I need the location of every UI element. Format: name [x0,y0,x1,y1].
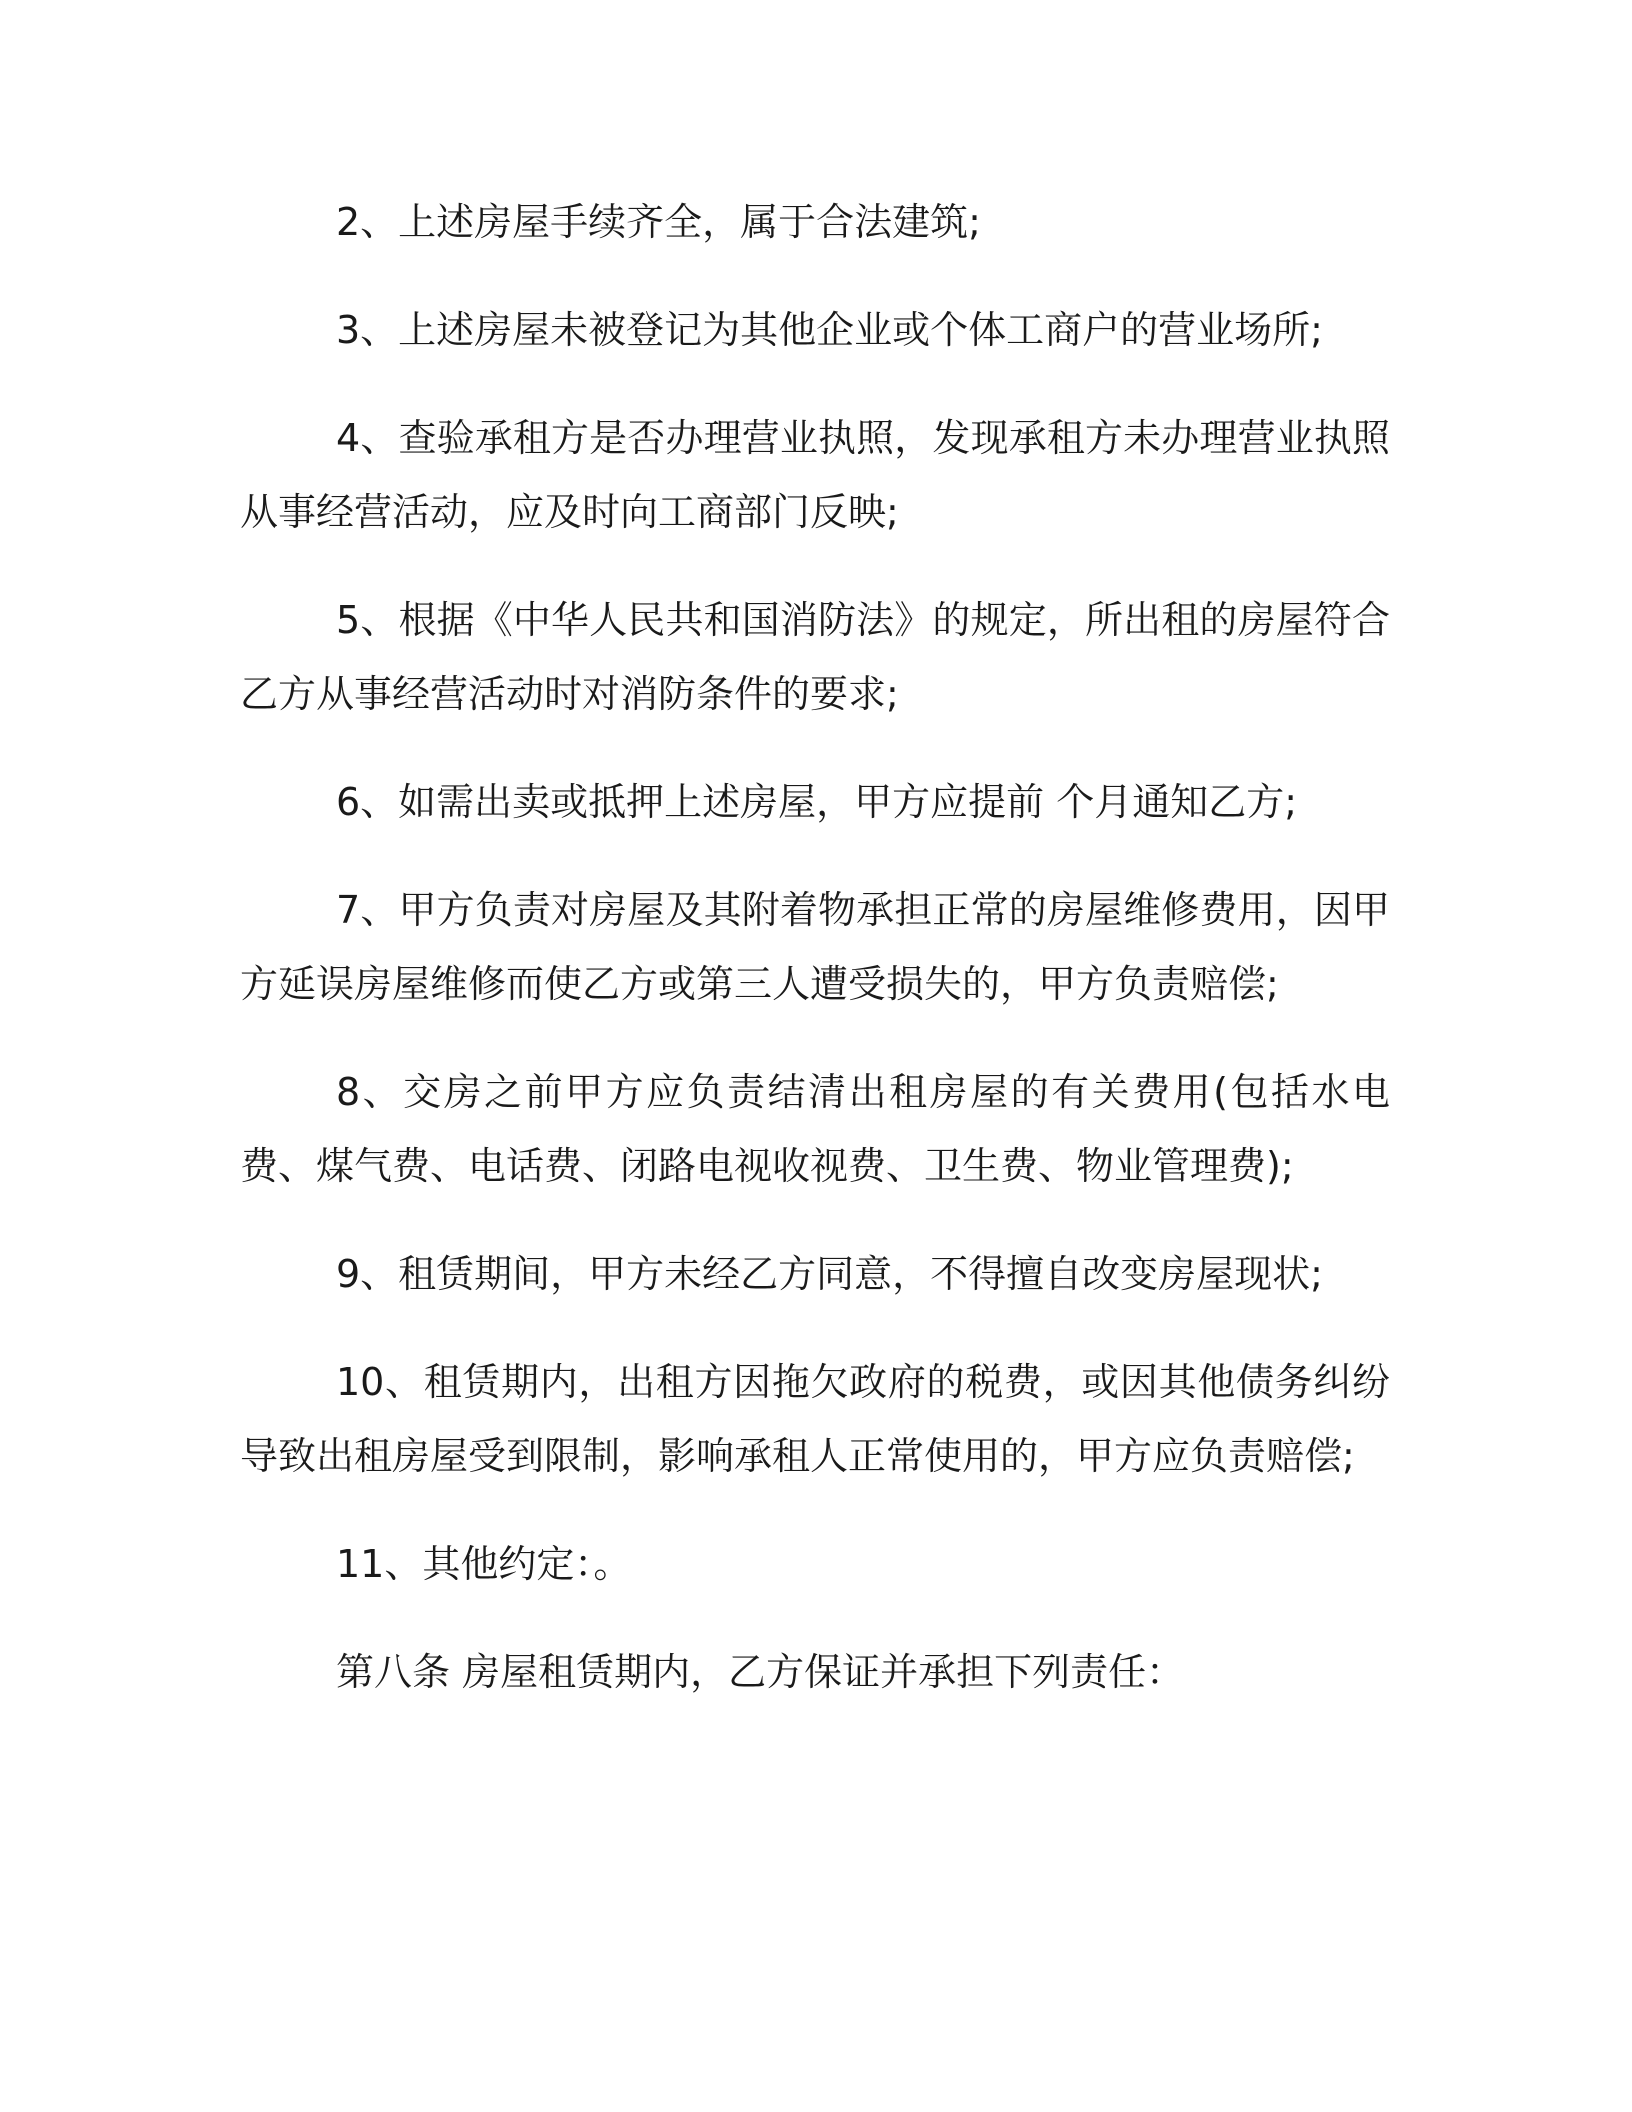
clause-4: 4、查验承租方是否办理营业执照，发现承租方未办理营业执照从事经营活动，应及时向工商部门反映; [240,416,1390,534]
clause-2: 2、上述房屋手续齐全，属于合法建筑; [336,200,981,244]
clause-5: 5、根据《中华人民共和国消防法》的规定，所出租的房屋符合乙方从事经营活动时对消防条件的要求; [240,598,1390,716]
document-body [240,185,1390,1743]
clause-9: 9、租赁期间，甲方未经乙方同意，不得擅自改变房屋现状; [336,1252,1323,1296]
clause-8: 8、交房之前甲方应负责结清出租房屋的有关费用(包括水电费、煤气费、电话费、闭路电视收视费、卫生费、物业管理费); [240,1070,1390,1188]
clause-7: 7、甲方负责对房屋及其附着物承担正常的房屋维修费用，因甲方延误房屋维修而使乙方或第三人遭受损失的，甲方负责赔偿; [240,888,1390,1006]
clause-10: 10、租赁期内，出租方因拖欠政府的税费，或因其他债务纠纷导致出租房屋受到限制，影响承租人正常使用的，甲方应负责赔偿; [240,1360,1390,1478]
clause-11: 11、其他约定：。 [336,1542,632,1586]
clause-3: 3、上述房屋未被登记为其他企业或个体工商户的营业场所; [336,308,1323,352]
clause-6: 6、如需出卖或抵押上述房屋，甲方应提前 个月通知乙方; [336,780,1298,824]
article-8-heading: 第八条 房屋租赁期内，乙方保证并承担下列责任： [336,1650,1185,1694]
